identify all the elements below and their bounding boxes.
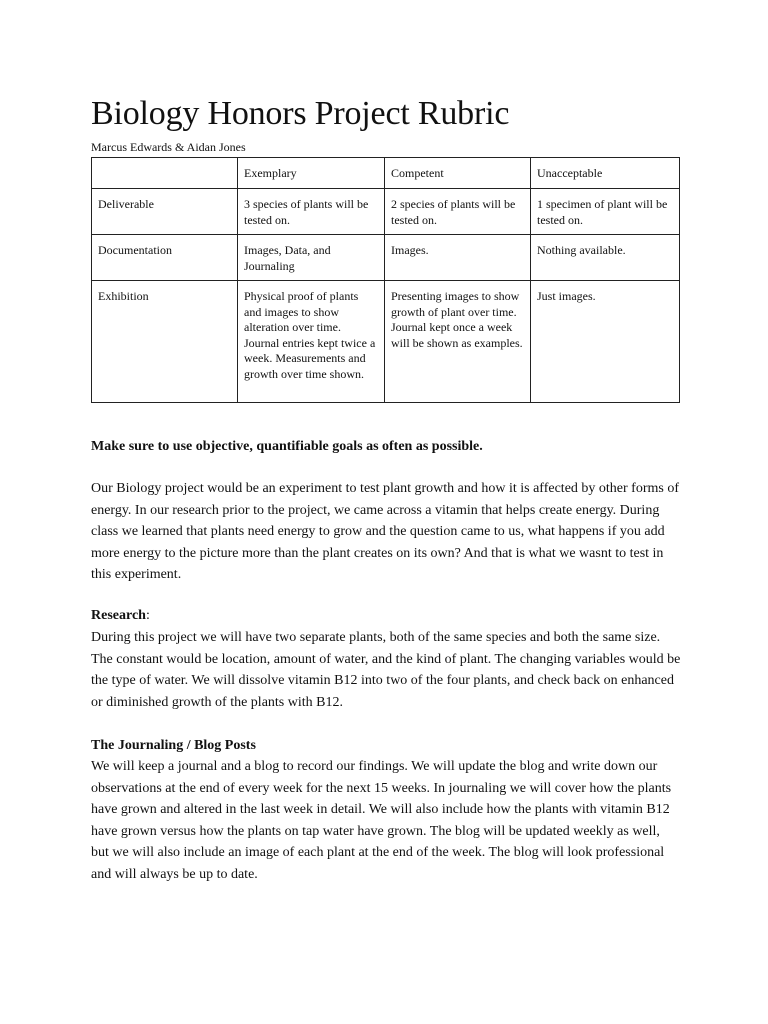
research-heading-colon: : bbox=[145, 608, 150, 623]
table-row bbox=[92, 235, 680, 281]
criterion-cell: Exhibition bbox=[92, 281, 238, 403]
authors-line: Marcus Edwards & Aidan Jones bbox=[91, 140, 246, 154]
exemplary-cell: Images, Data, and Journaling bbox=[238, 235, 385, 281]
header-cell-exemplary: Exemplary bbox=[238, 158, 385, 189]
journaling-heading: The Journaling / Blog Posts bbox=[91, 738, 256, 753]
research-heading-text: Research bbox=[91, 608, 146, 623]
competent-cell: Images. bbox=[385, 235, 531, 281]
criterion-cell: Deliverable bbox=[92, 189, 238, 235]
competent-cell: Presenting images to show growth of plant over time. Journal kept once a week will be shown as examples. bbox=[385, 281, 531, 403]
header-cell-competent: Competent bbox=[385, 158, 531, 189]
exemplary-cell: Physical proof of plants and images to show alteration over time. Journal entries kept twice a week. Measurements and growth over time shown. bbox=[238, 281, 385, 403]
guideline-note: Make sure to use objective, quantifiable goals as often as possible. bbox=[91, 439, 483, 454]
research-paragraph: During this project we will have two separate plants, both of the same species and both the same size. The constant would be location, amount of water, and the kind of plant. The changing variables would be the type of water. We will dissolve vitamin B12 into two of the four plants, and check back on enhanced or diminished growth of the plants with B12. bbox=[91, 630, 681, 710]
unacceptable-cell: Just images. bbox=[531, 281, 680, 403]
table-row bbox=[92, 189, 680, 235]
page-title: Biology Honors Project Rubric bbox=[91, 95, 510, 132]
criterion-cell: Documentation bbox=[92, 235, 238, 281]
table-row bbox=[92, 281, 680, 403]
competent-cell: 2 species of plants will be tested on. bbox=[385, 189, 531, 235]
header-cell-unacceptable: Unacceptable bbox=[531, 158, 680, 189]
header-cell-criterion bbox=[92, 158, 238, 189]
table-header-row bbox=[92, 158, 680, 189]
journaling-paragraph: We will keep a journal and a blog to record our findings. We will update the blog and write down our observations at the end of every week for the next 15 weeks. In journaling we will cover how the plants have grown and altered in the last week in detail. We will also include how the plants with vitamin B12 have grown versus how the plants on tap water have grown. The blog will be updated weekly as well, but we will also include an image of each plant at the end of the week. The blog will look professional and will always be up to date. bbox=[91, 759, 672, 882]
intro-paragraph: Our Biology project would be an experiment to test plant growth and how it is affected by other forms of energy. In our research prior to the project, we came across a vitamin that helps create energy. During class we learned that plants need energy to grow and the question came to us, what happens if you add more energy to the picture more than the plant creates on its own? And that is what we wasnt to test in this experiment. bbox=[91, 481, 679, 582]
exemplary-cell: 3 species of plants will be tested on. bbox=[238, 189, 385, 235]
unacceptable-cell: Nothing available. bbox=[531, 235, 680, 281]
rubric-table bbox=[91, 157, 680, 403]
research-heading bbox=[91, 605, 681, 627]
unacceptable-cell: 1 specimen of plant will be tested on. bbox=[531, 189, 680, 235]
